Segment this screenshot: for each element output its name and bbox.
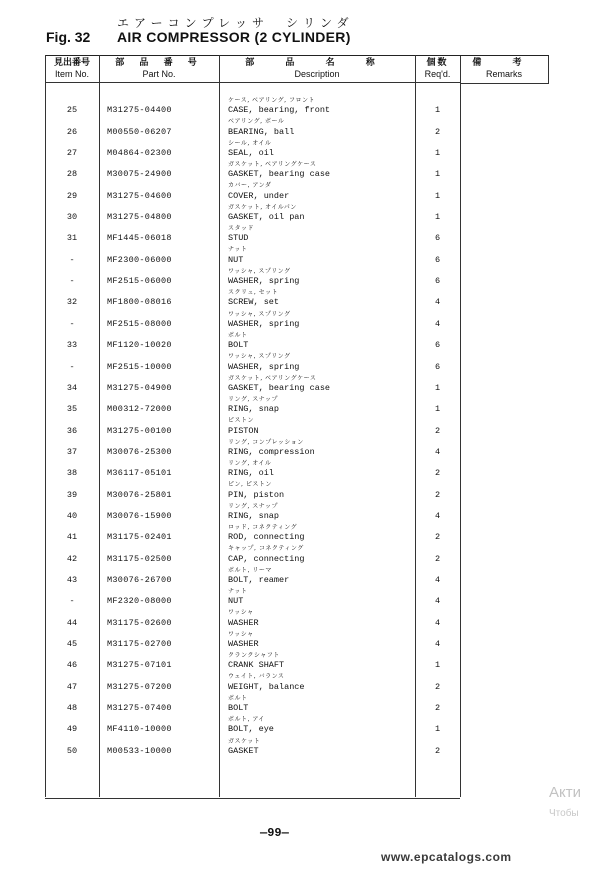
row-description-jp: ワッシャ, スプリング [228, 353, 291, 361]
row-quantity: 6 [434, 361, 441, 372]
row-item-number: 26 [66, 126, 78, 137]
figure-title-jp: エアーコンプレッサ シリンダ [117, 16, 354, 30]
row-part-number: MF2320-08000 [107, 596, 172, 607]
row-item-number: - [69, 361, 75, 372]
row-description-jp: ガスケット, オイルパン [228, 203, 297, 211]
page-number: —99— [260, 826, 289, 840]
row-quantity: 4 [434, 446, 441, 457]
row-description: GASKET, oil pan [228, 212, 305, 223]
row-item-number: 30 [66, 212, 78, 223]
header-desc [219, 58, 415, 80]
row-description-jp: ピン, ピストン [228, 481, 272, 489]
row-description: PISTON [228, 425, 259, 436]
header-desc-en: Description [294, 69, 340, 79]
row-quantity: 2 [434, 489, 441, 500]
row-part-number: M31275-04800 [107, 212, 172, 223]
row-part-number: M31175-02500 [107, 553, 172, 564]
row-quantity: 6 [434, 340, 441, 351]
row-description-jp: クランクシャフト [228, 652, 280, 660]
row-item-number: 36 [66, 425, 78, 436]
row-part-number: M31275-04900 [107, 382, 172, 393]
row-item-number: 35 [66, 404, 78, 415]
figure-label: Fig. 32 [46, 29, 91, 45]
row-part-number: M31275-00100 [107, 425, 172, 436]
row-quantity: 1 [434, 105, 441, 116]
row-part-number: M00312-72000 [107, 404, 172, 415]
row-quantity: 2 [434, 681, 441, 692]
table-row [45, 672, 460, 693]
row-quantity: 4 [434, 510, 441, 521]
row-description: BEARING, ball [228, 126, 295, 137]
row-part-number: M30076-25300 [107, 446, 172, 457]
row-description-jp: ボルト [228, 694, 248, 702]
row-quantity: 1 [434, 190, 441, 201]
row-description-jp: ボルト, リーマ [228, 566, 272, 574]
row-part-number: M30076-15900 [107, 510, 172, 521]
row-part-number: M00533-10000 [107, 745, 172, 756]
row-description: CASE, bearing, front [228, 105, 331, 116]
figure-title: AIR COMPRESSOR (2 CYLINDER) [117, 29, 351, 45]
row-description: GASKET [228, 745, 259, 756]
row-description-jp: リング, スナップ [228, 502, 278, 510]
row-description-jp: ケース, ベアリング, フロント [228, 97, 315, 104]
row-quantity: 4 [434, 575, 441, 586]
row-description-jp: リング, コンプレッション [228, 438, 304, 446]
col-divider-qty [460, 55, 461, 797]
row-description: BOLT [228, 703, 249, 714]
row-item-number: 29 [66, 190, 78, 201]
row-description: SCREW, set [228, 297, 280, 308]
header-part-jp: 部 品 番 号 [115, 58, 203, 68]
row-part-number: MF1120-10020 [107, 340, 172, 351]
row-description-jp: ワッシャ [228, 630, 254, 638]
row-part-number: M30075-24900 [107, 169, 172, 180]
header-item-jp: 見出番号 [53, 58, 90, 68]
header-item [45, 58, 99, 80]
row-part-number: M31275-04400 [107, 105, 172, 116]
row-description-jp: ナット [228, 246, 248, 254]
row-description-jp: リング, オイル [228, 459, 272, 467]
table-row [45, 502, 460, 523]
table-row [45, 374, 460, 395]
row-part-number: MF4110-10000 [107, 724, 172, 735]
row-description-jp: ボルト [228, 331, 248, 339]
table-row [45, 438, 460, 459]
row-item-number: 32 [66, 297, 78, 308]
row-description-jp: キャップ, コネクティング [228, 545, 304, 553]
row-description-jp: スタッド [228, 225, 255, 233]
table-row [45, 181, 460, 202]
table-row [45, 96, 460, 117]
header-remarks-jp: 備 考 [472, 58, 536, 68]
row-quantity: 1 [434, 404, 441, 415]
row-item-number: 49 [66, 724, 78, 735]
table-row [45, 651, 460, 672]
table-row [45, 203, 460, 224]
row-quantity: 4 [434, 617, 441, 628]
header-remarks [460, 58, 548, 80]
row-part-number: MF2515-06000 [107, 276, 172, 287]
row-description: SEAL, oil [228, 148, 274, 159]
row-description: WASHER, spring [228, 276, 300, 287]
row-description: RING, snap [228, 404, 280, 415]
row-item-number: 38 [66, 468, 78, 479]
table-row [45, 267, 460, 288]
row-quantity: 2 [434, 425, 441, 436]
table-row [45, 566, 460, 587]
row-description: WEIGHT, balance [228, 681, 305, 692]
row-item-number: 31 [66, 233, 78, 244]
row-part-number: M04864-02300 [107, 148, 172, 159]
table-row [45, 523, 460, 544]
row-description: RING, snap [228, 510, 280, 521]
row-quantity: 1 [434, 660, 441, 671]
watermark-line2: Чтобы [549, 808, 579, 819]
row-description: NUT [228, 596, 244, 607]
row-description: CRANK SHAFT [228, 660, 285, 671]
row-description-jp: ピストン [228, 417, 255, 425]
table-row [45, 395, 460, 416]
row-quantity: 1 [434, 724, 441, 735]
row-quantity: 4 [434, 639, 441, 650]
row-item-number: 40 [66, 510, 78, 521]
table-row [45, 587, 460, 608]
row-description-jp: ワッシャ, スプリング [228, 267, 291, 275]
table-row [45, 694, 460, 715]
table-row [45, 608, 460, 629]
table-row [45, 352, 460, 373]
row-description-jp: ワッシャ [228, 609, 254, 617]
table-row [45, 480, 460, 501]
row-part-number: M31275-04600 [107, 190, 172, 201]
row-description: ROD, connecting [228, 532, 305, 543]
row-description-jp: ナット [228, 588, 248, 596]
row-quantity: 6 [434, 276, 441, 287]
row-quantity: 4 [434, 318, 441, 329]
row-quantity: 1 [434, 212, 441, 223]
row-part-number: MF2300-06000 [107, 254, 172, 265]
row-description: CAP, connecting [228, 553, 305, 564]
row-description: COVER, under [228, 190, 290, 201]
row-item-number: 33 [66, 340, 78, 351]
row-part-number: M31175-02401 [107, 532, 172, 543]
header-desc-jp: 部 品 名 称 [245, 58, 389, 68]
row-part-number: MF1800-08016 [107, 297, 172, 308]
header-qty-jp: 個数 [426, 58, 449, 68]
table-row [45, 160, 460, 181]
row-description-jp: ガスケット, ベアリングケース [228, 161, 317, 169]
row-quantity: 2 [434, 745, 441, 756]
row-quantity: 6 [434, 254, 441, 265]
row-item-number: 28 [66, 169, 78, 180]
row-quantity: 6 [434, 233, 441, 244]
row-quantity: 4 [434, 596, 441, 607]
row-quantity: 2 [434, 553, 441, 564]
table-row [45, 224, 460, 245]
row-quantity: 2 [434, 126, 441, 137]
table-row [45, 459, 460, 480]
row-part-number: M30076-26700 [107, 575, 172, 586]
row-item-number: 46 [66, 660, 78, 671]
row-item-number: 34 [66, 382, 78, 393]
row-part-number: MF2515-10000 [107, 361, 172, 372]
row-quantity: 1 [434, 169, 441, 180]
row-part-number: MF1445-06018 [107, 233, 172, 244]
row-description-jp: カバー, アンダ [228, 182, 272, 190]
row-part-number: M31275-07400 [107, 703, 172, 714]
table-row [45, 331, 460, 352]
table-row [45, 715, 460, 736]
row-item-number: 42 [66, 553, 78, 564]
row-description: BOLT, reamer [228, 575, 290, 586]
row-quantity: 1 [434, 148, 441, 159]
row-description: WASHER, spring [228, 318, 300, 329]
row-quantity: 2 [434, 532, 441, 543]
row-description: WASHER, spring [228, 361, 300, 372]
header-part [99, 58, 219, 80]
row-part-number: M31175-02700 [107, 639, 172, 650]
row-description: GASKET, bearing case [228, 169, 331, 180]
row-part-number: MF2515-08000 [107, 318, 172, 329]
site-url: www.epcatalogs.com [381, 850, 512, 864]
row-part-number: M31275-07200 [107, 681, 172, 692]
row-item-number: 25 [66, 105, 78, 116]
row-description: NUT [228, 254, 244, 265]
row-item-number: 37 [66, 446, 78, 457]
row-description: GASKET, bearing case [228, 382, 331, 393]
header-qty-en: Req'd. [424, 69, 451, 79]
row-description: BOLT, eye [228, 724, 274, 735]
row-description-jp: ガスケット, ベアリングケース [228, 374, 317, 382]
row-part-number: M31175-02600 [107, 617, 172, 628]
row-item-number: 50 [66, 745, 78, 756]
table-row [45, 139, 460, 160]
row-description-jp: ワッシャ, スプリング [228, 310, 291, 318]
row-description-jp: シール, オイル [228, 139, 272, 147]
row-item-number: 48 [66, 703, 78, 714]
row-description: RING, oil [228, 468, 274, 479]
header-divider [45, 82, 460, 83]
table-row [45, 630, 460, 651]
table-row [45, 737, 460, 758]
row-description-jp: ボルト, アイ [228, 716, 265, 724]
row-item-number: 47 [66, 681, 78, 692]
row-description-jp: スクリュ, セット [228, 289, 279, 297]
row-description-jp: ガスケット [228, 737, 261, 745]
row-description: WASHER [228, 617, 259, 628]
table-row [45, 416, 460, 437]
table-row [45, 288, 460, 309]
header-item-en: Item No. [54, 69, 89, 79]
table-row [45, 245, 460, 266]
row-item-number: 43 [66, 575, 78, 586]
row-description: PIN, piston [228, 489, 285, 500]
row-description-jp: リング, スナップ [228, 395, 278, 403]
row-description: BOLT [228, 340, 249, 351]
table-row [45, 310, 460, 331]
row-item-number: - [69, 276, 75, 287]
row-item-number: - [69, 254, 75, 265]
row-part-number: M00550-06207 [107, 126, 172, 137]
watermark-line1: Акти [549, 784, 581, 801]
row-item-number: 39 [66, 489, 78, 500]
table-row [45, 117, 460, 138]
row-part-number: M31275-07101 [107, 660, 172, 671]
row-item-number: - [69, 596, 75, 607]
row-description-jp: ウェイト, バランス [228, 673, 285, 681]
header-part-en: Part No. [142, 69, 176, 79]
header-qty [415, 58, 460, 80]
row-description: WASHER [228, 639, 259, 650]
row-item-number: - [69, 318, 75, 329]
row-quantity: 2 [434, 468, 441, 479]
row-part-number: M36117-05101 [107, 468, 172, 479]
row-description: RING, compression [228, 446, 315, 457]
row-part-number: M30076-25801 [107, 489, 172, 500]
row-description: STUD [228, 233, 249, 244]
row-quantity: 4 [434, 297, 441, 308]
row-item-number: 41 [66, 532, 78, 543]
row-description-jp: ベアリング, ボール [228, 118, 285, 126]
table-row [45, 544, 460, 565]
row-quantity: 1 [434, 382, 441, 393]
header-remarks-en: Remarks [485, 69, 522, 79]
row-description-jp: ロッド, コネクティング [228, 524, 298, 531]
row-item-number: 44 [66, 617, 78, 628]
row-item-number: 27 [66, 148, 78, 159]
row-item-number: 45 [66, 639, 78, 650]
row-quantity: 2 [434, 703, 441, 714]
